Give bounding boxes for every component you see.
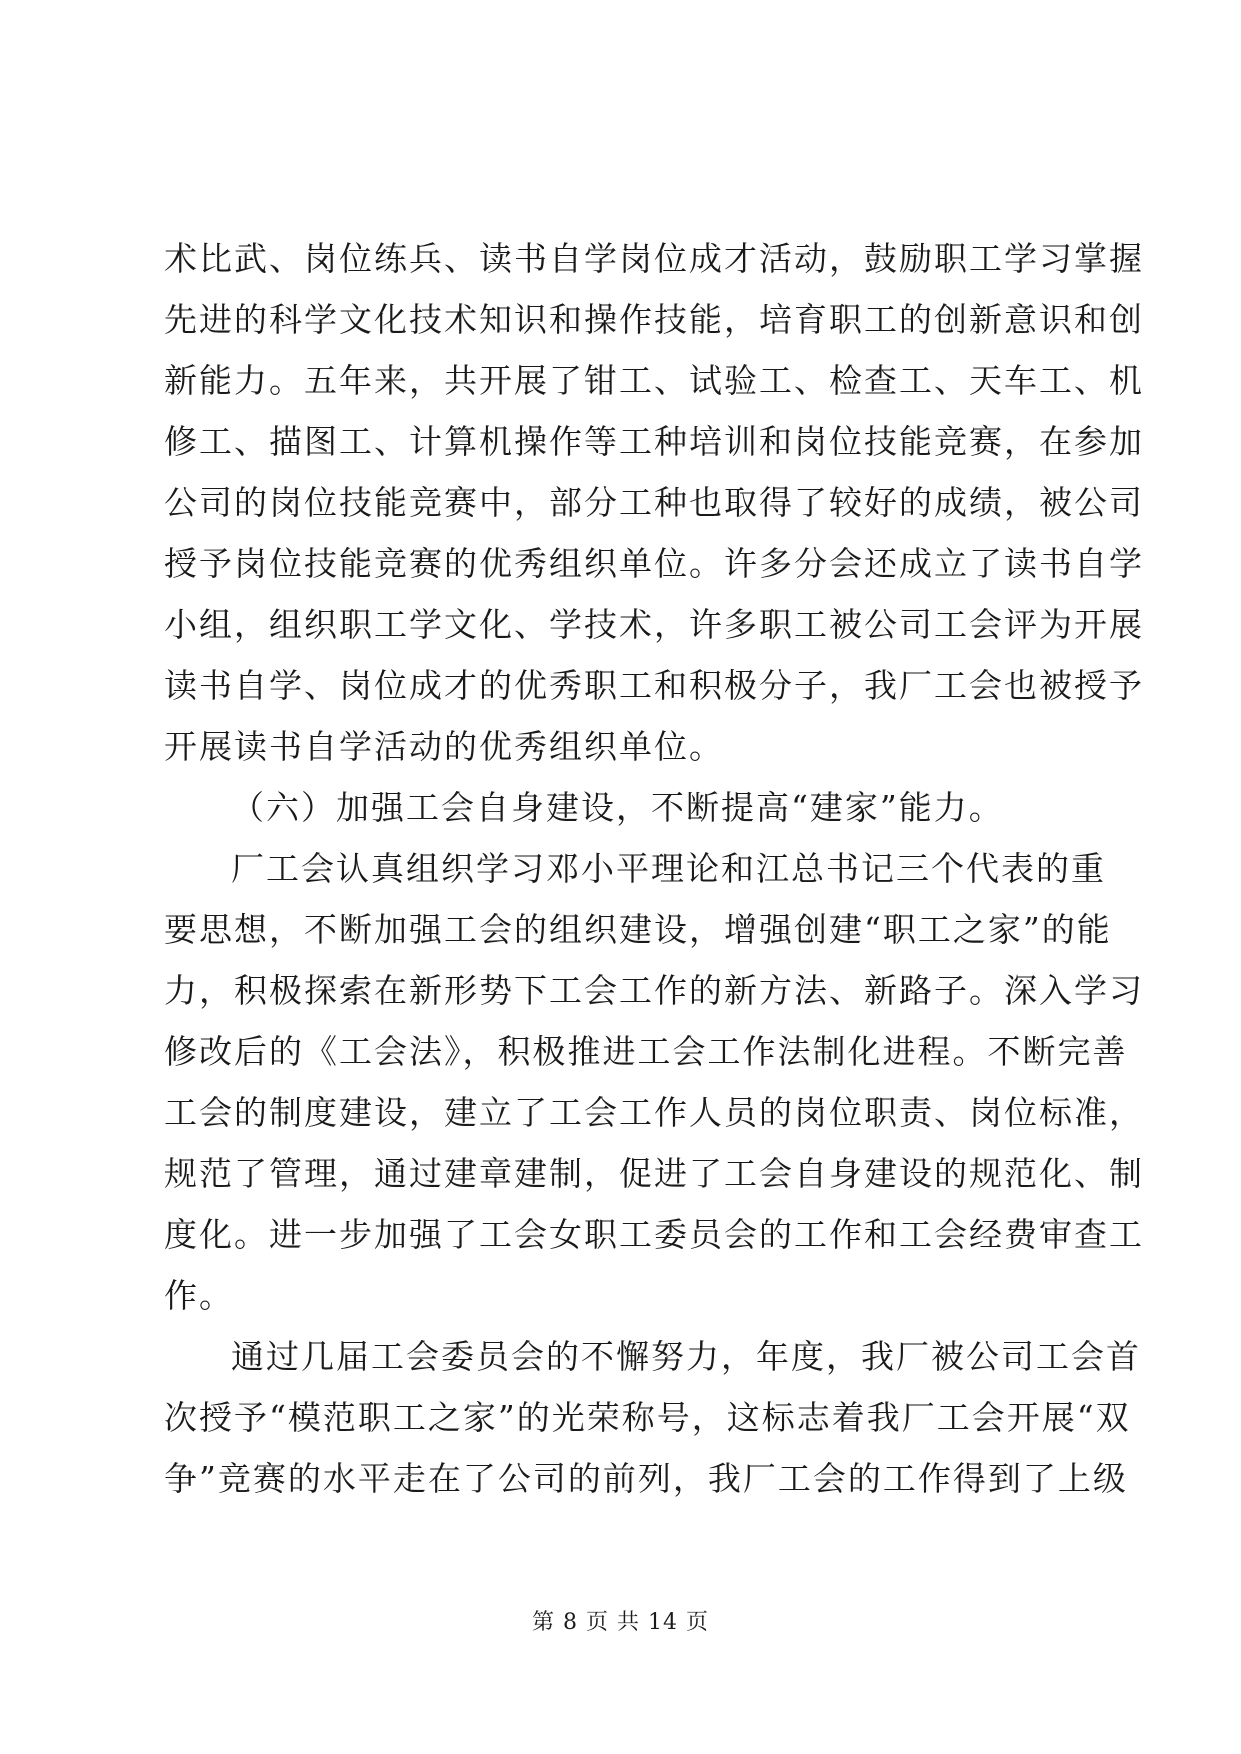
text-line: 术比武、岗位练兵、读书自学岗位成才活动，鼓励职工学习掌握 (164, 239, 1144, 278)
text-line: 规范了管理，通过建章建制，促进了工会自身建设的规范化、制 (164, 1154, 1144, 1193)
text-line: 通过几届工会委员会的不懈努力，年度，我厂被公司工会首 (231, 1337, 1141, 1376)
text-line: 力，积极探索在新形势下工会工作的新方法、新路子。深入学习 (164, 971, 1144, 1010)
text-line: 修改后的《工会法》，积极推进工会工作法制化进程。不断完善 (164, 1032, 1128, 1071)
text-line: 争”竞赛的水平走在了公司的前列，我厂工会的工作得到了上级 (164, 1459, 1128, 1498)
page-number-footer: 第 8 页 共 14 页 (532, 1610, 709, 1635)
text-line: 工会的制度建设，建立了工会工作人员的岗位职责、岗位标准， (164, 1093, 1144, 1132)
text-line: 授予岗位技能竞赛的优秀组织单位。许多分会还成立了读书自学 (164, 544, 1144, 583)
text-line: 次授予“模范职工之家”的光荣称号，这标志着我厂工会开展“双 (164, 1398, 1131, 1437)
text-line: 开展读书自学活动的优秀组织单位。 (164, 727, 724, 766)
text-line: 修工、描图工、计算机操作等工种培训和岗位技能竞赛，在参加 (164, 422, 1144, 461)
text-line: 作。 (164, 1276, 234, 1315)
text-line: 新能力。五年来，共开展了钳工、试验工、检查工、天车工、机 (164, 361, 1144, 400)
text-line: 小组，组织职工学文化、学技术，许多职工被公司工会评为开展 (164, 605, 1144, 644)
text-line: 要思想，不断加强工会的组织建设，增强创建“职工之家”的能 (164, 910, 1112, 949)
text-line: 厂工会认真组织学习邓小平理论和江总书记三个代表的重 (231, 849, 1106, 888)
text-line: 读书自学、岗位成才的优秀职工和积极分子，我厂工会也被授予 (164, 666, 1144, 705)
text-line: 公司的岗位技能竞赛中，部分工种也取得了较好的成绩，被公司 (164, 483, 1144, 522)
section-heading: （六）加强工会自身建设，不断提高“建家”能力。 (231, 788, 1004, 827)
text-line: 度化。进一步加强了工会女职工委员会的工作和工会经费审查工 (164, 1215, 1144, 1254)
text-line: 先进的科学文化技术知识和操作技能，培育职工的创新意识和创 (164, 300, 1144, 339)
body-text (164, 228, 1144, 1509)
